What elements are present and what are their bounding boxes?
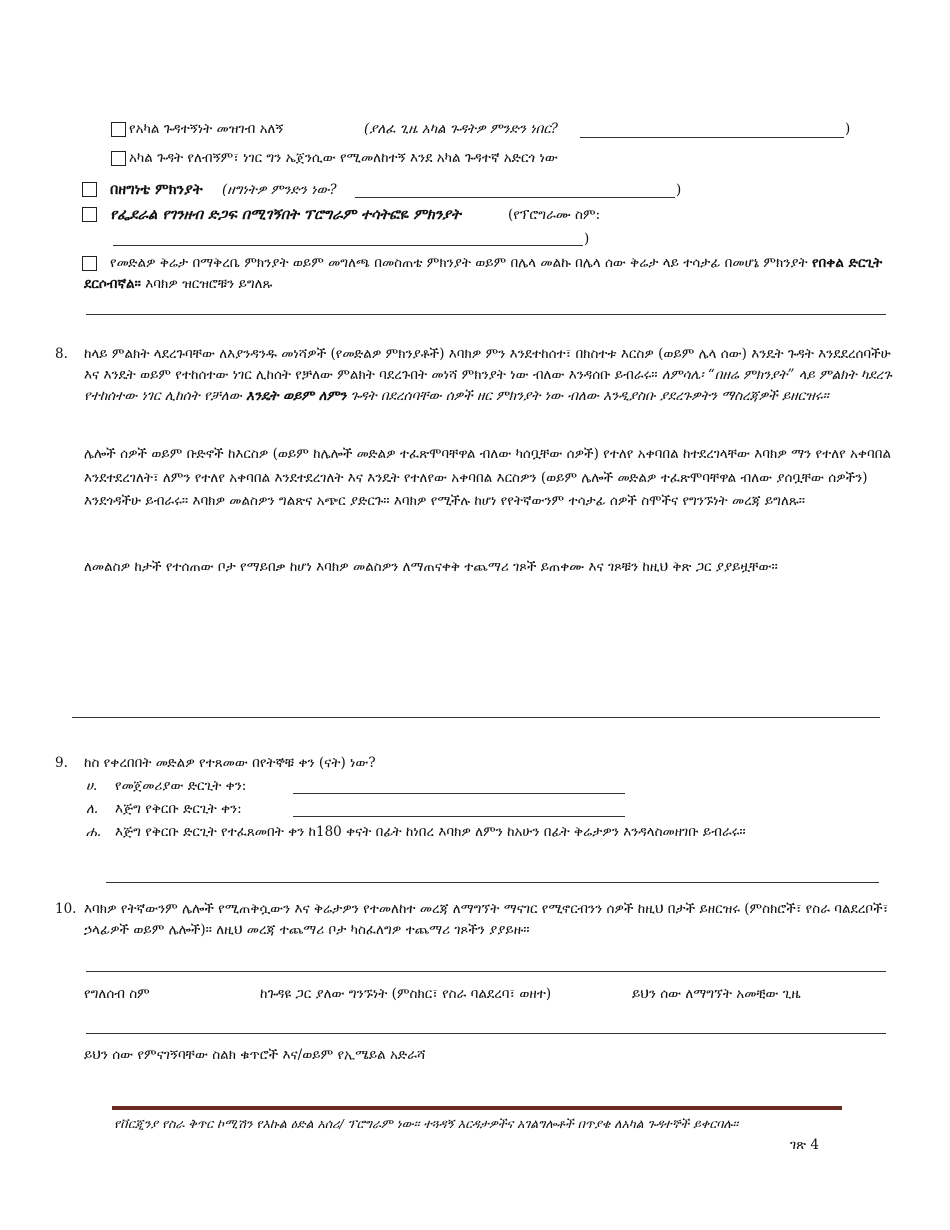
retaliation-input-line[interactable] (86, 314, 886, 315)
federal-program-checkbox[interactable] (82, 207, 97, 222)
past-disability-prompt: (ያለፈ ጊዜ አካል ጉዳትዎ ምንድን ነበር? (364, 121, 559, 137)
q8-paragraph-3: ለመልስዎ ከታች የተሰጠው ቦታ የማይበቃ ከሆነ እባክዎ መልስዎን ለማጠናቀቅ ተጨማሪ ገጾች ይጠቀሙ እና ገጾቹን ከዚህ ቅጽ ጋር ያያይዟቸው። (84, 559, 778, 575)
page-number: ገጽ 4 (790, 1137, 819, 1153)
q9-item-c-letter: ሐ. (86, 824, 102, 840)
federal-program-prompt: (የፕሮግራሙ ስም: (508, 207, 601, 223)
footer-divider (112, 1106, 842, 1110)
footer-note: የቨርጂንያ የስራ ቅጥር ኮሚሽን የእኩል ዕድል አሰሪ/ ፕሮግራም ነው። ተጓዳኝ እርዳታዎችና አገልግሎቶች በጥያቄ ለአካል ጉዳተኞች ይቀርባሉ። (114, 1116, 739, 1131)
q8-p1-italic-b: ጉዳት በደረሰባቸው ሰዎች ዘር ምክንያት ነው ብለው እንዲያስቡ ያደረጉዎትን ማስረጃዎች ይዘርዝሩ። (350, 387, 829, 404)
col-relation: ከጉዳዩ ጋር ያለው ግንኙነት (ምስክር፣ የስራ ባልደረባ፣ ወዘተ) (260, 986, 552, 1002)
regarded-as-disabled-label: አካል ጉዳት የለብኝም፣ ነገር ግን ኤጀንሲው የሚመለከተኝ እንደ አካል ጉዳተኛ አድርጎ ነው (129, 150, 558, 166)
q10-number: 10. (55, 901, 77, 917)
past-disability-input-line[interactable] (580, 137, 844, 138)
regarded-as-disabled-checkbox[interactable] (111, 151, 126, 166)
q10-text: እባክዎ የትኛውንም ሌሎች የሚጠቅሷውን እና ቅሬታዎን የተመለከተ መረጃ ለማግኘት ማናገር የሚኖርብንን ሰዎች ከዚህ በታች ይዘርዝሩ (ምስክሮች፣ የስራ ባልደረቦች፣ ኃላፊዎች ወይም ሌሎች)። ለዚህ መረጃ ተጨማሪ ቦታ ካስፈለግዎ ተጨማሪ ገጾችን ያያይዙ። (84, 901, 889, 938)
past-disability-label: የአካል ጉዳተኝነት መዝገብ አለኝ (129, 121, 284, 137)
latest-act-date-line[interactable] (293, 816, 625, 817)
q9-item-c-text: እጅግ የቅርቡ ድርጊት የተፈጸመበት ቀን ከ180 ቀናት በፊት ከነበረ እባክዎ ለምን ከአሁን በፊት ቅሬታዎን እንዳላስመዘገቡ ይብራሩ። (115, 824, 746, 840)
late-filing-explanation-line[interactable] (106, 882, 879, 883)
retaliation-description: የመድልዎ ቅሬታ በማቅረቤ ምክንያት ወይም መግለጫ በመስጠቴ ምክንያት ወይም በሌላ መልኩ በሌላ ሰው ቅሬታ ላይ ተሳታፊ በመሆኔ ምክንያት (110, 255, 808, 271)
genetic-prompt: (ዘግነትዎ ምንድን ነው? (222, 182, 337, 198)
q8-number: 8. (55, 346, 68, 362)
past-disability-checkbox[interactable] (111, 122, 126, 137)
genetic-input-line[interactable] (355, 197, 675, 198)
q8-p1-normal: ከላይ ምልክት ላደረጉባቸው ለእያንዳንዱ መነሻዎች (የመድልዎ ምክንያቶች) እባክዎ ምን እንደተከሰተ፣ በክስተቱ እርስዎ (ወይም ሌላ ሰው) እንዴት ጉዳት እንደደረሰባችሁ እና እንዴት ወይም የተከሰተው ነገር ሊከሰት የቻለው ምልክት ባደረጉበት መነሻ ምክንያት ነው ብለው እንዳሰቡ ይብራሩ። (84, 346, 891, 383)
q10-bottom-line[interactable] (86, 1033, 886, 1034)
q8-paragraph-1 (84, 344, 906, 407)
q8-p1-bold-italic: እንዴት ወይም ለምን (246, 387, 347, 404)
q8-paragraph-2: ሌሎች ሰዎች ወይም ቡድኖች ከእርስዎ (ወይም ከሌሎች መድልዎ ተፈጽሞባቸዋል ብለው ካሰቧቸው ሰዎች) የተለየ አቀባበል ከተደረገላቸው እባክዎ ማን የተለየ አቀባበል እንደተደረገለት፣ ለምን የተለየ አቀባበል እንደተደረገለት እና እንዴት የተለየው አቀባበል እርስዎን (ወይም ሌሎች መድልዎ ተፈጽሞባቸዋል ብለው ያሰቧቸው ሰዎችን) እንደጎዳችሁ ይብራሩ። እባክዎ መልስዎን ግልጽና አጭር ያድርጉ። እባክዎ የሚችሉ ከሆነ የየትኛውንም ተሳታፊ ሰዎች ስሞችና የግንኙነት መረጃ ይግለጹ። (84, 446, 892, 510)
q9-question: ከስ የቀረበበት መድልዎ የተጸመው በየትኞቹ ቀን (ናት) ነው? (84, 755, 376, 771)
genetic-checkbox[interactable] (82, 182, 97, 197)
retaliation-bold: የበቀል ድርጊት ደርሶብኛል። (84, 255, 883, 292)
federal-program-label: የፌደራል የገንዘብ ድጋፍ በሚገኝበት ፕሮግራም ተሳትፎዬ ምክንያት (110, 206, 461, 223)
q8-answer-line[interactable] (72, 717, 880, 718)
federal-program-close: ) (584, 231, 590, 247)
col-best-time: ይህን ሰው ለማግኘት አመቺው ጊዜ (632, 986, 801, 1002)
col-contact: ይህን ሰው የምናገኝባቸው ስልክ ቁጥሮች እና/ወይም የኢሜይል አድራሻ (84, 1047, 426, 1063)
q9-item-a-letter: ሀ. (86, 778, 98, 794)
q10-top-line[interactable] (86, 971, 886, 972)
retaliation-tail: እባክዎ ዝርዝሮቹን ይግለጹ (145, 275, 273, 292)
federal-program-input-line[interactable] (113, 245, 583, 246)
col-person-name: የግለሰብ ስም (84, 986, 150, 1002)
q9-item-b-text: እጅግ የቅርቡ ድርጊት ቀን: (115, 801, 242, 817)
genetic-label: በዘግነቴ ምክንያት (110, 181, 203, 198)
past-disability-close: ) (845, 121, 851, 137)
retaliation-text (84, 253, 904, 295)
q9-number: 9. (55, 755, 68, 771)
first-act-date-line[interactable] (293, 793, 625, 794)
q9-item-b-letter: ለ. (86, 801, 99, 817)
q9-item-a-text: የመጀመሪያው ድርጊት ቀን: (115, 778, 247, 794)
genetic-close: ) (676, 182, 682, 198)
q8-p1-italic-a: ለምሳሌ፡ “በዘሬ ምክንያት” ላይ ምልክት ካደረጉ የተከሰተው ነገር ሊከሰት የቻለው (84, 366, 892, 404)
